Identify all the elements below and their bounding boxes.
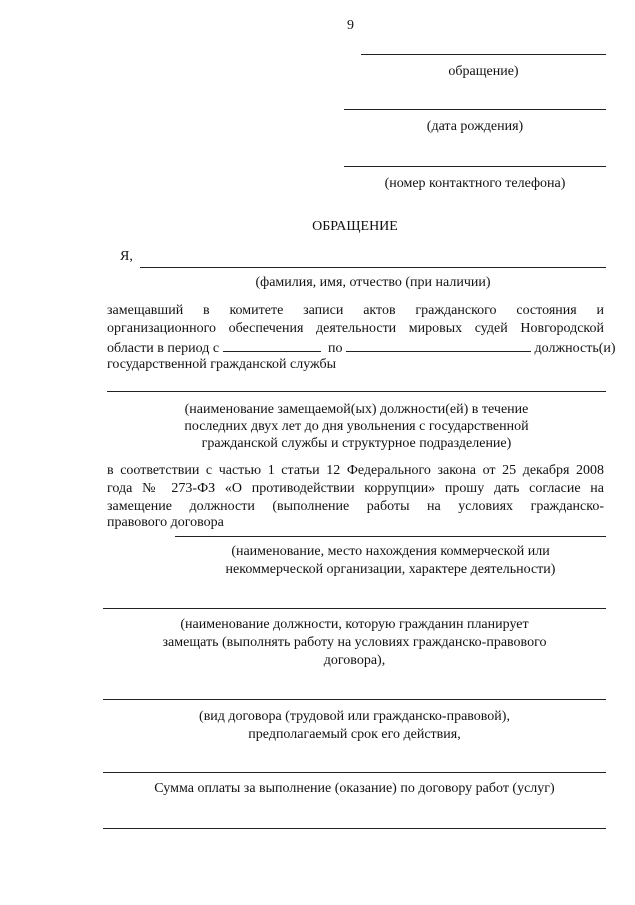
header-line-3 <box>344 166 606 167</box>
organization-line <box>175 536 606 537</box>
payment-line <box>103 828 606 829</box>
applicant-caption: (фамилия, имя, отчество (при наличии) <box>255 275 491 290</box>
period-from-label: области в период с <box>107 341 220 356</box>
para1-line1: замещавший в комитете записи актов гражданского состояния и <box>107 303 604 318</box>
job-caption-1: (наименование должности, которую гражданин планирует <box>180 617 529 632</box>
applicant-name-line <box>140 267 606 268</box>
contract-line <box>103 699 606 700</box>
position-label: должность(и) <box>534 341 616 356</box>
para2-line3: замещение должности (выполнение работы на условиях гражданско- <box>107 499 604 514</box>
para1-line4: государственной гражданской службы <box>107 357 337 372</box>
contract-caption-2: предполагаемый срок его действия, <box>248 727 461 742</box>
page-number: 9 <box>347 18 354 33</box>
document-title: ОБРАЩЕНИЕ <box>312 219 398 234</box>
header-caption-2: (дата рождения) <box>426 119 524 134</box>
period-to-blank <box>346 339 531 352</box>
org-caption-2: некоммерческой организации, характере деятельности) <box>225 562 556 577</box>
para2-line4: правового договора <box>107 515 224 530</box>
applicant-prefix: Я, <box>120 249 133 264</box>
payment-top-line <box>103 772 606 773</box>
position-line <box>107 391 606 392</box>
para2-line1: в соответствии с частью 1 статьи 12 Федерального закона от 25 декабря 2008 <box>107 463 604 478</box>
para1-line3 <box>107 339 616 357</box>
org-caption-1: (наименование, место нахождения коммерческой или <box>231 544 550 559</box>
position-caption-2: последних двух лет до дня увольнения с государственной <box>184 419 529 434</box>
position-caption-1: (наименование замещаемой(ых) должности(ей) в течение <box>184 402 529 417</box>
header-caption-1: обращение) <box>448 64 519 79</box>
position-caption-3: гражданской службы и структурное подразделение) <box>201 436 512 451</box>
para2-line2: года № 273-ФЗ «О противодействии коррупции» прошу дать согласие на <box>107 481 604 496</box>
period-to-label: по <box>328 341 343 356</box>
header-caption-3: (номер контактного телефона) <box>384 176 566 191</box>
header-line-2 <box>344 109 606 110</box>
contract-caption-1: (вид договора (трудовой или гражданско-правовой), <box>199 709 510 724</box>
payment-caption: Сумма оплаты за выполнение (оказание) по договору работ (услуг) <box>154 781 555 796</box>
header-line-1 <box>361 54 606 55</box>
job-line <box>103 608 606 609</box>
job-caption-2: замещать (выполнять работу на условиях гражданско-правового <box>162 635 547 650</box>
para1-line2: организационного обеспечения деятельности мировых судей Новгородской <box>107 321 604 336</box>
job-caption-3: договора), <box>323 653 386 668</box>
period-from-blank <box>223 339 321 352</box>
